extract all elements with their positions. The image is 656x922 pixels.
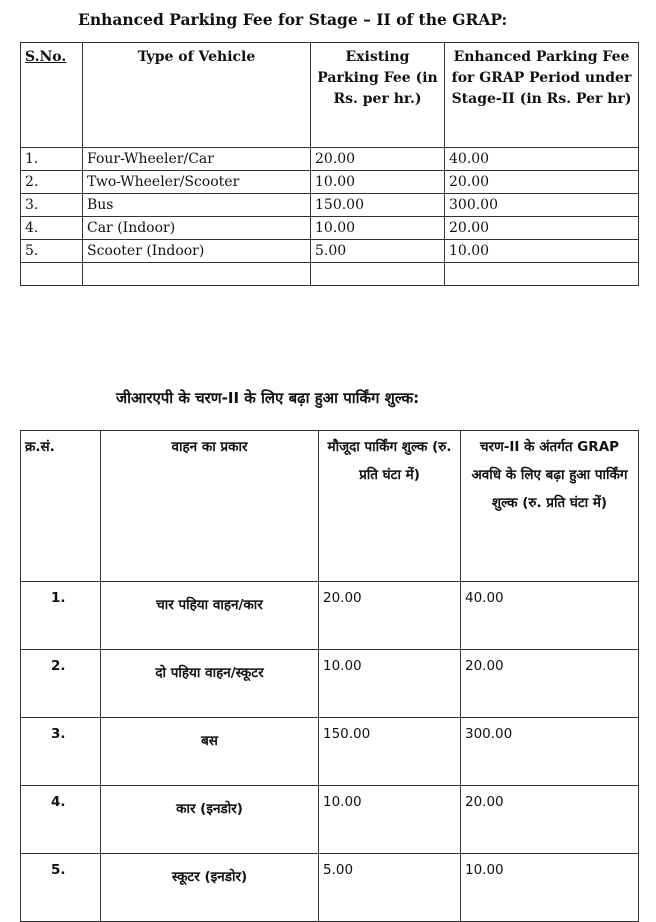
cell-sno: 5.: [21, 240, 83, 263]
table-row: [21, 582, 639, 650]
table-header-row: [21, 431, 639, 582]
cell-vehicle-type: दो पहिया वाहन/स्कूटर: [101, 650, 319, 718]
cell-sno: 1.: [21, 582, 101, 650]
cell-vehicle-type: Four-Wheeler/Car: [83, 148, 311, 171]
blank-cell: [83, 263, 311, 286]
cell-sno: 2.: [21, 650, 101, 718]
cell-enhanced-fee: 40.00: [445, 148, 639, 171]
header-existing-fee: मौजूदा पार्किंग शुल्क (रु. प्रति घंटा में): [319, 431, 461, 582]
cell-sno: 5.: [21, 854, 101, 922]
header-vehicle-type: वाहन का प्रकार: [101, 431, 319, 582]
table-row: [21, 650, 639, 718]
cell-existing-fee: 10.00: [311, 217, 445, 240]
cell-enhanced-fee: 20.00: [445, 171, 639, 194]
cell-sno: 1.: [21, 148, 83, 171]
cell-enhanced-fee: 10.00: [445, 240, 639, 263]
header-sno: क्र.सं.: [21, 431, 101, 582]
cell-vehicle-type: Scooter (Indoor): [83, 240, 311, 263]
table-row: [21, 718, 639, 786]
cell-enhanced-fee: 40.00: [461, 582, 639, 650]
blank-cell: [311, 263, 445, 286]
english-fee-table: [20, 42, 639, 286]
cell-existing-fee: 10.00: [319, 786, 461, 854]
cell-existing-fee: 20.00: [311, 148, 445, 171]
cell-enhanced-fee: 300.00: [445, 194, 639, 217]
table-row: [21, 217, 639, 240]
cell-sno: 4.: [21, 217, 83, 240]
hindi-table-title: जीआरएपी के चरण-II के लिए बढ़ा हुआ पार्किंग शुल्क:: [116, 389, 420, 407]
cell-enhanced-fee: 20.00: [445, 217, 639, 240]
cell-vehicle-type: Two-Wheeler/Scooter: [83, 171, 311, 194]
cell-existing-fee: 150.00: [311, 194, 445, 217]
cell-existing-fee: 20.00: [319, 582, 461, 650]
cell-vehicle-type: Car (Indoor): [83, 217, 311, 240]
table-header-row: [21, 43, 639, 148]
header-sno: S.No.: [21, 43, 83, 148]
blank-cell: [445, 263, 639, 286]
cell-sno: 3.: [21, 718, 101, 786]
header-existing-fee: Existing Parking Fee (in Rs. per hr.): [311, 43, 445, 148]
cell-sno: 4.: [21, 786, 101, 854]
cell-enhanced-fee: 20.00: [461, 650, 639, 718]
hindi-fee-table: [20, 430, 639, 922]
english-table-title: Enhanced Parking Fee for Stage – II of the GRAP:: [78, 10, 508, 29]
cell-vehicle-type: Bus: [83, 194, 311, 217]
cell-enhanced-fee: 20.00: [461, 786, 639, 854]
table-row: [21, 194, 639, 217]
cell-enhanced-fee: 10.00: [461, 854, 639, 922]
cell-existing-fee: 5.00: [319, 854, 461, 922]
header-enhanced-fee: चरण-II के अंतर्गत GRAP अवधि के लिए बढ़ा हुआ पार्किंग शुल्क (रु. प्रति घंटा में): [461, 431, 639, 582]
table-row: [21, 240, 639, 263]
table-row: [21, 854, 639, 922]
cell-vehicle-type: चार पहिया वाहन/कार: [101, 582, 319, 650]
cell-enhanced-fee: 300.00: [461, 718, 639, 786]
table-row: [21, 171, 639, 194]
header-vehicle-type: Type of Vehicle: [83, 43, 311, 148]
table-row: [21, 148, 639, 171]
cell-existing-fee: 5.00: [311, 240, 445, 263]
blank-cell: [21, 263, 83, 286]
cell-existing-fee: 10.00: [311, 171, 445, 194]
blank-row: [21, 263, 639, 286]
cell-sno: 2.: [21, 171, 83, 194]
cell-vehicle-type: बस: [101, 718, 319, 786]
cell-vehicle-type: स्कूटर (इनडोर): [101, 854, 319, 922]
table-row: [21, 786, 639, 854]
cell-sno: 3.: [21, 194, 83, 217]
cell-existing-fee: 10.00: [319, 650, 461, 718]
header-enhanced-fee: Enhanced Parking Fee for GRAP Period under Stage-II (in Rs. Per hr): [445, 43, 639, 148]
cell-existing-fee: 150.00: [319, 718, 461, 786]
cell-vehicle-type: कार (इनडोर): [101, 786, 319, 854]
